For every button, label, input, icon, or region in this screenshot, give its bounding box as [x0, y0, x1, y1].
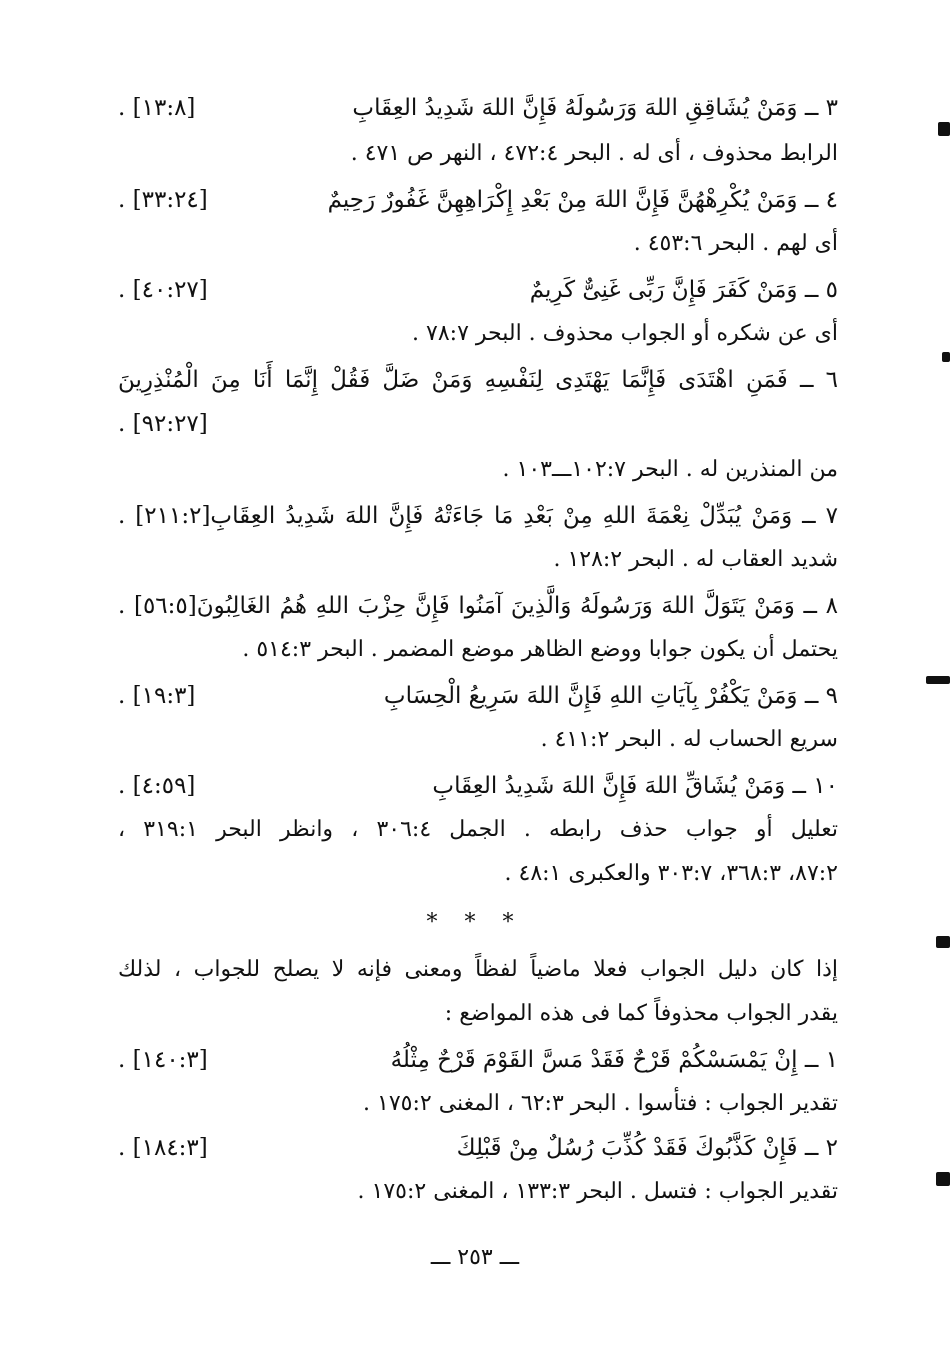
verse-line: [118, 1126, 838, 1170]
note-line: [118, 538, 838, 582]
verse-line-continuation: [118, 402, 838, 446]
verse-text: ٩ ــ وَمَنْ يَكْفُرْ بِآيَاتِ اللهِ فَإِنَّ اللهَ سَرِيعُ الْحِسَابِ: [383, 683, 838, 709]
paragraph-text: إذا كان دليل الجواب فعلا ماضياً لفظاً ومعنى فإنه لا يصلح للجواب ، لذلك: [118, 957, 838, 982]
verse-text: ٥ ــ وَمَنْ كَفَرَ فَإِنَّ رَبِّى غَنِىٌّ كَرِيمٌ: [529, 277, 838, 303]
verse-line: [118, 494, 838, 538]
note-line: [118, 312, 838, 356]
note-text: شديد العقاب له . البحر ١٢٨:٢ .: [553, 547, 838, 572]
verse-reference: [٤:٥٩] .: [118, 773, 196, 799]
verse-reference: [٣٣:٢٤] .: [118, 187, 208, 213]
verse-text: ١ ــ إِنْ يَمْسَسْكُمْ قَرْحٌ فَقَدْ مَسَّ القَوْمَ قَرْحٌ مِثْلُهُ: [390, 1047, 838, 1073]
verse-reference: [١٩:٣] .: [118, 683, 196, 709]
verse-reference: [١٤٠:٣] .: [118, 1047, 208, 1073]
edge-mark: [926, 676, 950, 684]
verse-line: [118, 358, 838, 402]
verse-text: ١٠ ــ وَمَنْ يُشَاقِّ اللهَ فَإِنَّ اللهَ شَدِيدُ العِقَابِ: [432, 773, 838, 799]
verse-reference: [٩٢:٢٧] .: [118, 411, 208, 437]
note-text: من المنذرين له . البحر ١٠٢:٧ـــ١٠٣ .: [502, 457, 838, 482]
verse-line: [118, 674, 838, 718]
verse-text: ٨ ــ وَمَنْ يَتَوَلَّ اللهَ وَرَسُولَهُ وَالَّذِينَ آمَنُوا فَإِنَّ حِزْبَ اللهِ هُمُ الغَالِبُونَ[٥٦:٥] .: [118, 593, 838, 619]
edge-mark: [938, 122, 950, 136]
verse-line: [118, 178, 838, 222]
edge-mark: [942, 352, 950, 362]
note-line: [118, 1082, 838, 1126]
verse-text: ٦ ــ فَمَنِ اهْتَدَى فَإِنَّمَا يَهْتَدِى لِنَفْسِهِ وَمَنْ ضَلَّ فَقُلْ إِنَّمَا أَنَا مِنَ الْمُنْذِرِينَ: [118, 367, 838, 393]
verse-line: [118, 1038, 838, 1082]
note-line: [118, 1170, 838, 1214]
verse-text: ٧ ــ وَمَنْ يُبَدِّلْ نِعْمَةَ اللهِ مِنْ بَعْدِ مَا جَاءَتْهُ فَإِنَّ اللهَ شَدِيدُ العِقَابِ[٢١١:٢] .: [118, 503, 838, 529]
verse-line: [118, 268, 838, 312]
verse-reference: [٤٠:٢٧] .: [118, 277, 208, 303]
paragraph-text: يقدر الجواب محذوفاً كما فى هذه المواضع :: [444, 1001, 838, 1026]
note-text: يحتمل أن يكون جوابا ووضع الظاهر موضع المضمر . البحر ٥١٤:٣ .: [242, 637, 838, 662]
verse-line: [118, 584, 838, 628]
verse-text: ٤ ــ وَمَنْ يُكْرِهْهُنَّ فَإِنَّ اللهَ مِنْ بَعْدِ إِكْرَاهِهِنَّ غَفُورٌ رَحِيمٌ: [327, 187, 838, 213]
page-number: ـــ ٢٥٣ ـــ: [430, 1245, 520, 1270]
verse-line: [118, 86, 838, 130]
note-text: أى لهم . البحر ٤٥٣:٦ .: [633, 231, 838, 256]
verse-text: ٢ ــ فَإِنْ كَذَّبُوكَ فَقَدْ كُذِّبَ رُسُلٌ مِنْ قَبْلِكَ: [456, 1135, 838, 1161]
note-line: [118, 448, 838, 492]
paragraph-line: [118, 992, 838, 1036]
note-text: سريع الحساب له . البحر ٤١١:٢ .: [540, 727, 838, 752]
note-text: أى عن شكره أو الجواب محذوف . البحر ٧٨:٧ .: [412, 321, 838, 346]
note-line: [118, 808, 838, 852]
verse-line: [118, 764, 838, 808]
note-line: [118, 132, 838, 176]
verse-reference: [١٣:٨] .: [118, 95, 196, 121]
note-line: [118, 718, 838, 762]
edge-mark: [936, 1172, 950, 1186]
note-text: تقدير الجواب : فتأسوا . البحر ٦٢:٣ ، المغنى ١٧٥:٢ .: [363, 1091, 838, 1116]
note-text: الرابط محذوف ، أى له . البحر ٤٧٢:٤ ، النهر ص ٤٧١ .: [350, 141, 838, 166]
note-line: [118, 852, 838, 896]
note-text: ٨٧:٢، ٣٦٨:٣، ٣٠٣:٧ والعكبرى ٤٨:١ .: [504, 861, 838, 886]
note-line: [118, 222, 838, 266]
note-text: تعليل أو جواب حذف رابطه . الجمل ٣٠٦:٤ ، وانظر البحر ٣١٩:١ ،: [118, 817, 838, 842]
edge-mark: [936, 936, 950, 948]
section-separator: * * *: [426, 910, 524, 935]
verse-reference: [١٨٤:٣] .: [118, 1135, 208, 1161]
note-text: تقدير الجواب : فتسل . البحر ١٣٣:٣ ، المغنى ١٧٥:٢ .: [357, 1179, 838, 1204]
paragraph-line: [118, 948, 838, 992]
note-line: [118, 628, 838, 672]
verse-text: ٣ ــ وَمَنْ يُشَاقِقِ اللهَ وَرَسُولَهُ فَإِنَّ اللهَ شَدِيدُ العِقَابِ: [352, 95, 838, 121]
